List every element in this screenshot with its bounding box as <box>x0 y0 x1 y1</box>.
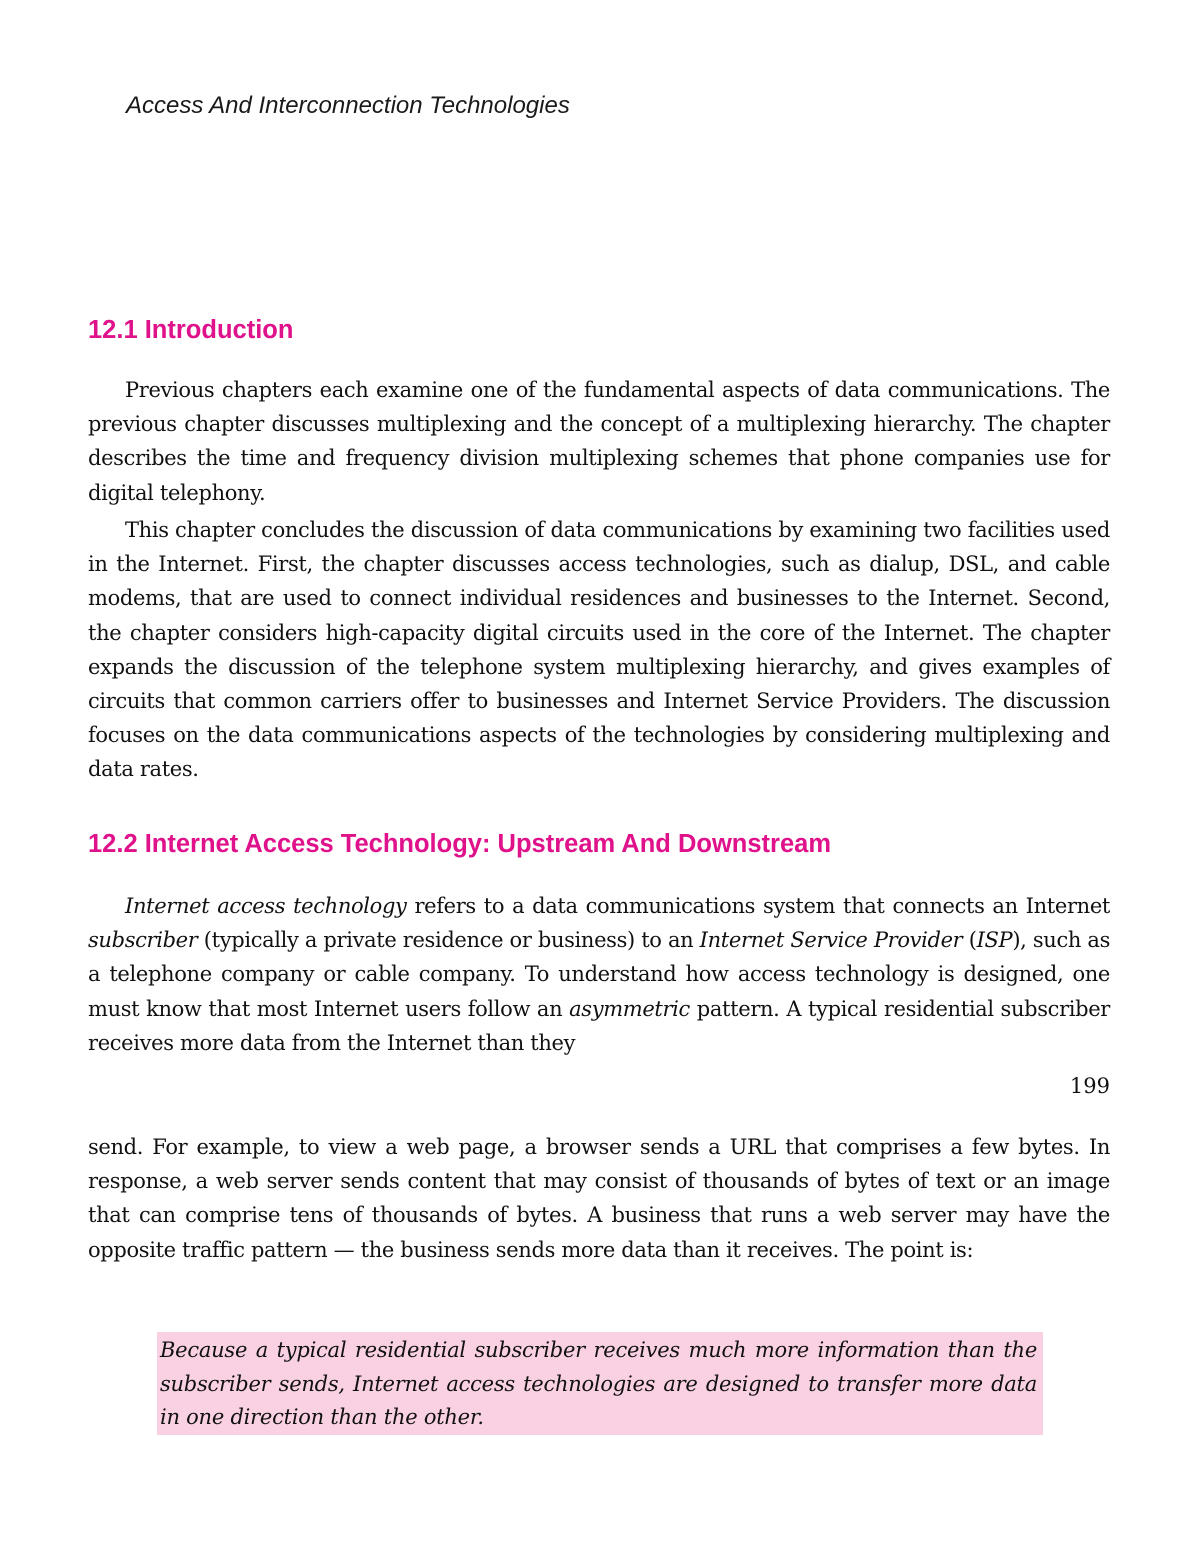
running-head: Access And Interconnection Technologies <box>126 92 570 119</box>
term-internet-access-technology: Internet access technology <box>125 894 407 918</box>
paragraph-text: ), such as a telephone company or cable company. To understand how access technology is designed, one must know that most Internet users follow an <box>88 928 1110 1021</box>
paragraph-text: (typically a private residence or business) to an <box>197 928 700 953</box>
section-heading-access-technology: 12.2 Internet Access Technology: Upstream And Downstream <box>88 830 831 858</box>
key-point-text: Because a typical residential subscriber receives much more information than the subscriber sends, Internet access technologies are designed to transfer more data in one direction than the other. <box>160 1338 1037 1429</box>
term-isp-full: Internet Service Provider <box>699 928 963 953</box>
paragraph-text: refers to a data communications system that connects an Internet <box>406 894 1110 918</box>
section-heading-introduction: 12.1 Introduction <box>88 316 294 344</box>
paragraph-text: ( <box>962 928 977 953</box>
term-subscriber: subscriber <box>88 928 198 953</box>
term-asymmetric: asymmetric <box>569 996 690 1021</box>
continuation-paragraph: send. For example, to view a web page, a browser sends a URL that comprises a few bytes. In response, a web server sends content that may consist of thousands of bytes of text or an image that can comprise tens of thousands of bytes. A business that runs a web server may have the opposite traffic pattern — the business sends more data than it receives. The point is: <box>88 1135 1110 1262</box>
paragraph-text: pattern. A typical residential subscriber receives more data from the Internet than they <box>88 996 1110 1055</box>
intro-paragraph-2: This chapter concludes the discussion of data communications by examining two facilities used in the Internet. First, the chapter discusses access technologies, such as dialup, DSL, and cable modems, that are used to connect individual residences and businesses to the Internet. Second, the chapter considers high-capacity digital circuits used in the core of the Internet. The chapter expands the discussion of the telephone system multiplexing hierarchy, and gives examples of circuits that common carriers offer to businesses and Internet Service Providers. The discussion focuses on the data communications aspects of the technologies by considering multiplexing and data rates. <box>88 518 1110 782</box>
intro-paragraph-1: Previous chapters each examine one of the fundamental aspects of data communications. The previous chapter discusses multiplexing and the concept of a multiplexing hierarchy. The chapter describes the time and frequency division multiplexing schemes that phone companies use for digital telephony. <box>88 378 1110 505</box>
key-point-callout <box>157 1332 1043 1435</box>
page-number: 199 <box>1069 1074 1110 1098</box>
term-isp: ISP <box>976 928 1013 953</box>
access-technology-paragraph <box>88 889 1110 1060</box>
